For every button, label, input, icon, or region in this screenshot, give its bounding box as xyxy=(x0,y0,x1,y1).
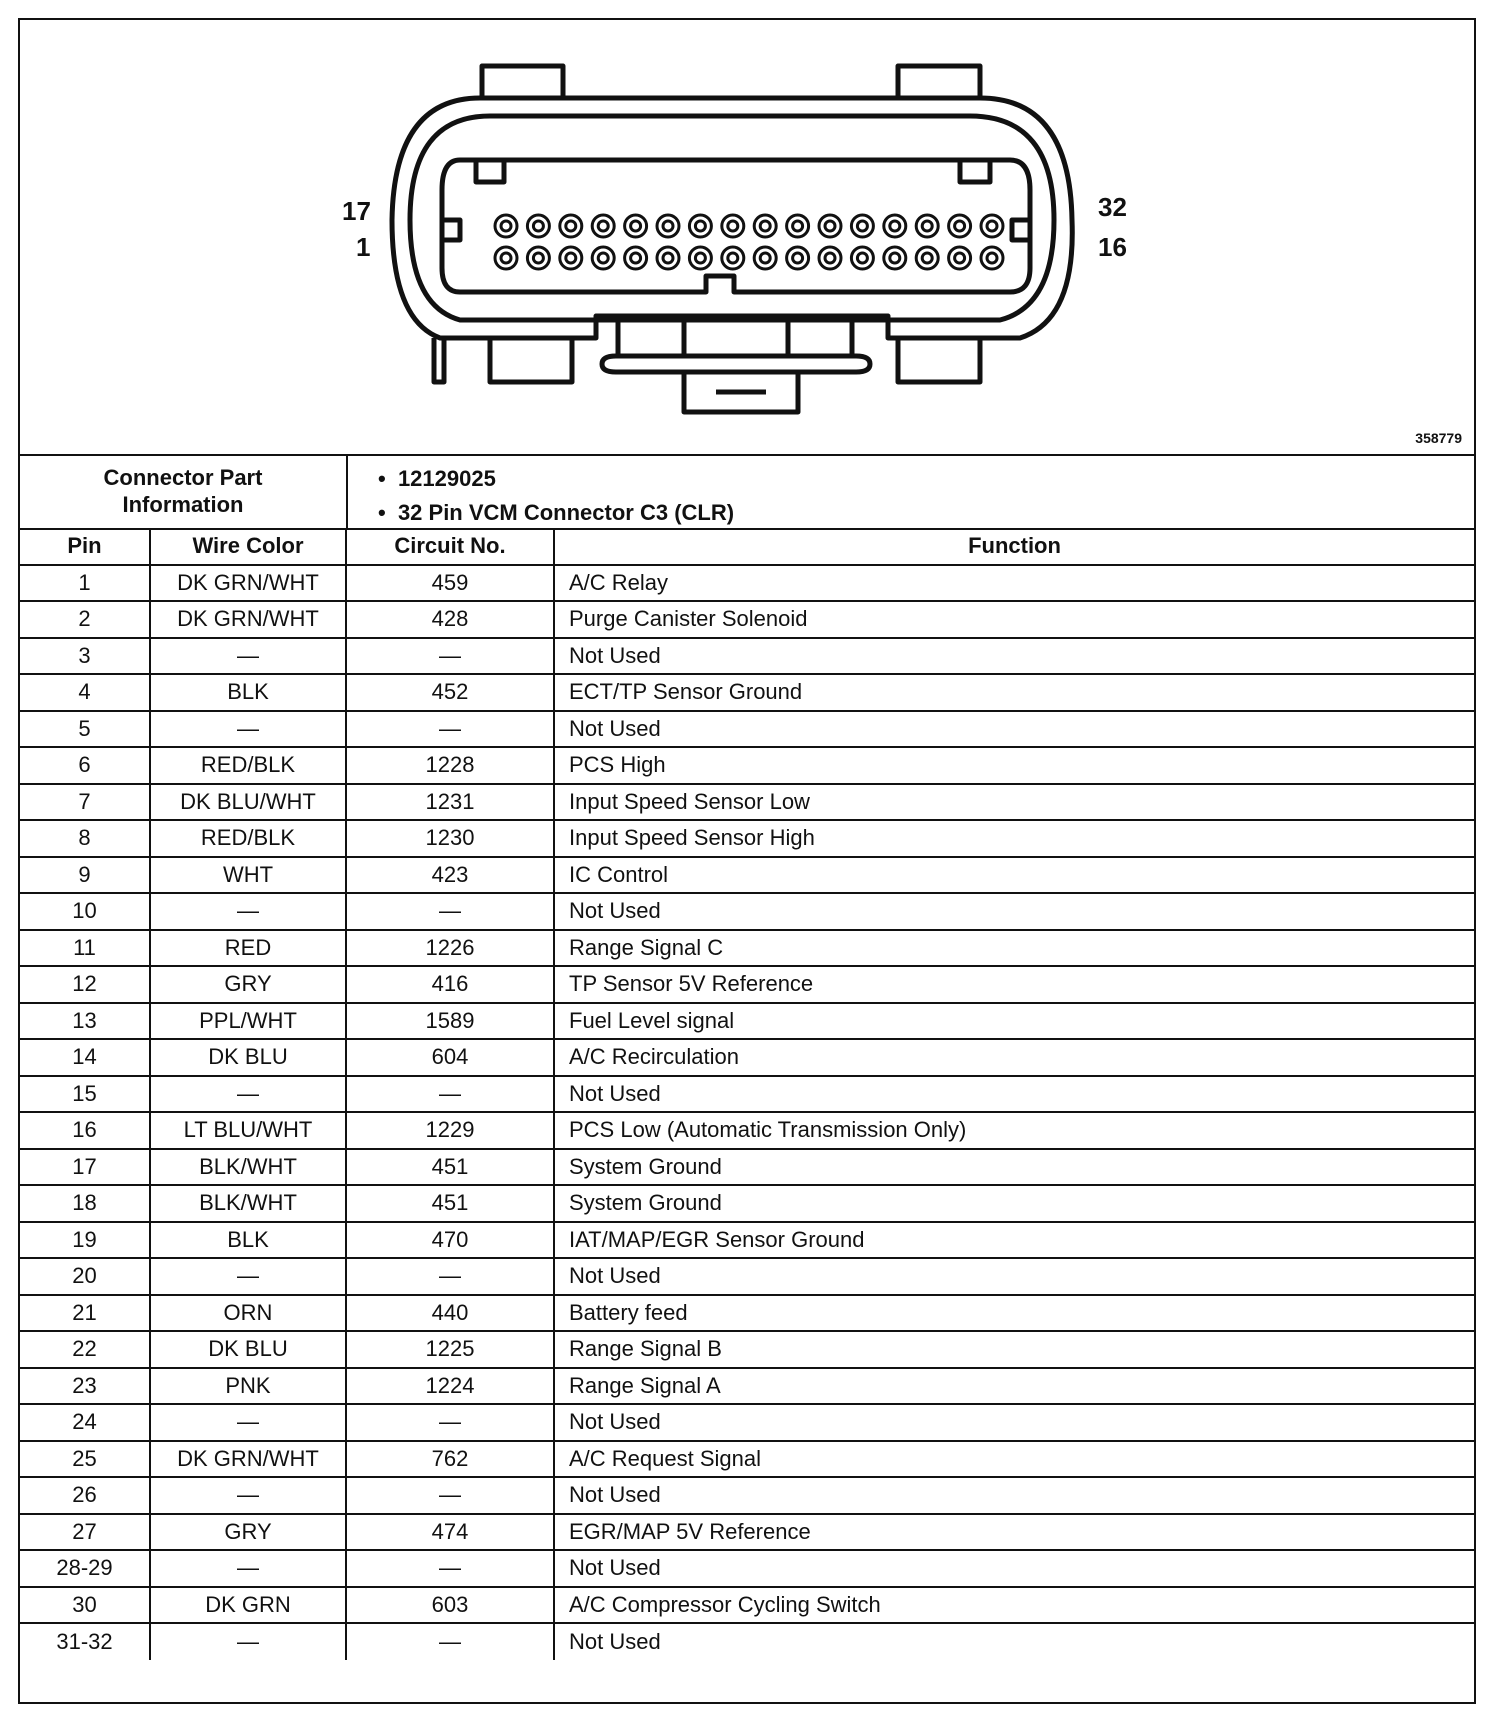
pin-cell: 11 xyxy=(20,930,150,967)
pin-cell: 19 xyxy=(20,1222,150,1259)
pin-cell: 31-32 xyxy=(20,1623,150,1660)
circuit-cell: 470 xyxy=(346,1222,554,1259)
pin-hole-center xyxy=(533,253,543,263)
table-row xyxy=(20,1331,1474,1368)
pin-cavity xyxy=(442,160,1030,292)
function-cell: Input Speed Sensor Low xyxy=(554,784,1474,821)
pin-cell: 21 xyxy=(20,1295,150,1332)
table-row xyxy=(20,1295,1474,1332)
center-lock-bar xyxy=(602,356,870,372)
pin-hole xyxy=(560,247,582,269)
wire-color-cell: — xyxy=(150,638,346,675)
pin-label-16: 16 xyxy=(1098,232,1127,262)
pin-hole xyxy=(787,247,809,269)
wire-color-cell: — xyxy=(150,711,346,748)
cavity-key-right-side xyxy=(1012,220,1030,240)
function-cell: A/C Compressor Cycling Switch xyxy=(554,1587,1474,1624)
pin-hole xyxy=(689,215,711,237)
pin-hole-center xyxy=(533,221,543,231)
table-row xyxy=(20,1404,1474,1441)
pin-label-32: 32 xyxy=(1098,192,1127,222)
connector-part-info-values xyxy=(378,462,734,530)
pin-hole xyxy=(592,215,614,237)
table-row xyxy=(20,966,1474,1003)
pin-hole xyxy=(981,247,1003,269)
wire-color-cell: BLK/WHT xyxy=(150,1149,346,1186)
pin-hole-center xyxy=(728,221,738,231)
function-cell: Not Used xyxy=(554,1258,1474,1295)
table-row xyxy=(20,1149,1474,1186)
pin-hole xyxy=(884,215,906,237)
connector-part-info-label-cell xyxy=(20,454,348,528)
circuit-cell: 1225 xyxy=(346,1331,554,1368)
table-row xyxy=(20,601,1474,638)
circuit-cell: — xyxy=(346,711,554,748)
pin-hole xyxy=(851,247,873,269)
pin-cell: 30 xyxy=(20,1587,150,1624)
pin-hole xyxy=(851,215,873,237)
pin-label-1: 1 xyxy=(356,232,371,262)
function-cell: A/C Request Signal xyxy=(554,1441,1474,1478)
pin-hole-center xyxy=(922,253,932,263)
pin-cell: 6 xyxy=(20,747,150,784)
figure-number: 358779 xyxy=(1415,430,1462,446)
table-row xyxy=(20,857,1474,894)
function-cell: TP Sensor 5V Reference xyxy=(554,966,1474,1003)
table-row xyxy=(20,930,1474,967)
pin-hole-center xyxy=(598,253,608,263)
header-circuit-no: Circuit No. xyxy=(346,528,554,565)
header-function: Function xyxy=(554,528,1474,565)
table-row xyxy=(20,820,1474,857)
pin-holes xyxy=(495,215,1003,269)
function-cell: IAT/MAP/EGR Sensor Ground xyxy=(554,1222,1474,1259)
pin-cell: 12 xyxy=(20,966,150,1003)
bottom-left-latch xyxy=(490,338,572,382)
pin-hole-center xyxy=(955,253,965,263)
pin-hole xyxy=(657,247,679,269)
function-cell: Not Used xyxy=(554,711,1474,748)
wire-color-cell: DK GRN/WHT xyxy=(150,565,346,602)
circuit-cell: 451 xyxy=(346,1149,554,1186)
pin-hole xyxy=(560,215,582,237)
pin-hole xyxy=(527,215,549,237)
wire-color-cell: — xyxy=(150,1550,346,1587)
pin-hole-center xyxy=(890,253,900,263)
header-wire-color: Wire Color xyxy=(150,528,346,565)
pin-hole xyxy=(625,215,647,237)
cavity-key-left xyxy=(476,160,504,182)
pin-hole xyxy=(884,247,906,269)
pin-cell: 20 xyxy=(20,1258,150,1295)
function-cell: IC Control xyxy=(554,857,1474,894)
circuit-cell: — xyxy=(346,638,554,675)
function-cell: Input Speed Sensor High xyxy=(554,820,1474,857)
wire-color-cell: DK GRN/WHT xyxy=(150,601,346,638)
table-row xyxy=(20,711,1474,748)
wire-color-cell: — xyxy=(150,1076,346,1113)
table-row xyxy=(20,784,1474,821)
table-row xyxy=(20,1258,1474,1295)
circuit-cell: 1226 xyxy=(346,930,554,967)
pin-hole-center xyxy=(857,253,867,263)
connector-diagram xyxy=(20,20,1474,456)
table-header-row xyxy=(20,528,1474,565)
pin-hole xyxy=(754,215,776,237)
pin-cell: 1 xyxy=(20,565,150,602)
cavity-key-right xyxy=(960,160,990,182)
pin-hole xyxy=(722,215,744,237)
connector-part-info-label: Connector Part Information xyxy=(103,465,263,517)
circuit-cell: 1228 xyxy=(346,747,554,784)
table-row xyxy=(20,1550,1474,1587)
table-row xyxy=(20,1623,1474,1660)
function-cell: Fuel Level signal xyxy=(554,1003,1474,1040)
table-row xyxy=(20,565,1474,602)
pin-cell: 10 xyxy=(20,893,150,930)
wire-color-cell: BLK/WHT xyxy=(150,1185,346,1222)
pin-cell: 2 xyxy=(20,601,150,638)
circuit-cell: — xyxy=(346,1076,554,1113)
table-row xyxy=(20,1003,1474,1040)
circuit-cell: 416 xyxy=(346,966,554,1003)
pin-hole-center xyxy=(695,253,705,263)
pin-hole-center xyxy=(890,221,900,231)
wire-color-cell: DK BLU/WHT xyxy=(150,784,346,821)
pin-hole-center xyxy=(663,253,673,263)
pin-hole-center xyxy=(695,221,705,231)
pin-hole xyxy=(949,215,971,237)
function-cell: ECT/TP Sensor Ground xyxy=(554,674,1474,711)
circuit-cell: 440 xyxy=(346,1295,554,1332)
pin-cell: 26 xyxy=(20,1477,150,1514)
function-cell: Not Used xyxy=(554,638,1474,675)
table-row xyxy=(20,638,1474,675)
pin-cell: 16 xyxy=(20,1112,150,1149)
wire-color-cell: BLK xyxy=(150,1222,346,1259)
circuit-cell: 1224 xyxy=(346,1368,554,1405)
table-row xyxy=(20,1514,1474,1551)
function-cell: PCS High xyxy=(554,747,1474,784)
pin-hole xyxy=(916,215,938,237)
table-row xyxy=(20,1477,1474,1514)
pin-hole xyxy=(722,247,744,269)
circuit-cell: 452 xyxy=(346,674,554,711)
connector-part-information-row xyxy=(20,454,1474,530)
pin-hole-center xyxy=(598,221,608,231)
pin-hole-center xyxy=(631,221,641,231)
pin-hole-center xyxy=(955,221,965,231)
circuit-cell: — xyxy=(346,1550,554,1587)
connector-sheet xyxy=(18,18,1476,1704)
pin-cell: 5 xyxy=(20,711,150,748)
pin-hole xyxy=(527,247,549,269)
function-cell: Not Used xyxy=(554,1623,1474,1660)
left-tab xyxy=(434,338,444,382)
circuit-cell: 1230 xyxy=(346,820,554,857)
pin-hole-center xyxy=(760,253,770,263)
pin-hole xyxy=(689,247,711,269)
pin-hole-center xyxy=(566,253,576,263)
function-cell: Not Used xyxy=(554,1477,1474,1514)
table-row xyxy=(20,1039,1474,1076)
circuit-cell: 459 xyxy=(346,565,554,602)
wire-color-cell: — xyxy=(150,1404,346,1441)
wire-color-cell: RED/BLK xyxy=(150,747,346,784)
circuit-cell: 1229 xyxy=(346,1112,554,1149)
wire-color-cell: RED/BLK xyxy=(150,820,346,857)
outer-housing xyxy=(392,98,1072,338)
function-cell: EGR/MAP 5V Reference xyxy=(554,1514,1474,1551)
circuit-cell: — xyxy=(346,1404,554,1441)
pin-hole-center xyxy=(631,253,641,263)
circuit-cell: 603 xyxy=(346,1587,554,1624)
pin-cell: 13 xyxy=(20,1003,150,1040)
wire-color-cell: PPL/WHT xyxy=(150,1003,346,1040)
circuit-cell: 1589 xyxy=(346,1003,554,1040)
pin-hole xyxy=(592,247,614,269)
pin-cell: 8 xyxy=(20,820,150,857)
circuit-cell: — xyxy=(346,893,554,930)
circuit-cell: 423 xyxy=(346,857,554,894)
function-cell: Not Used xyxy=(554,1076,1474,1113)
pin-hole-center xyxy=(760,221,770,231)
pin-cell: 3 xyxy=(20,638,150,675)
pin-hole-center xyxy=(793,253,803,263)
function-cell: Not Used xyxy=(554,1550,1474,1587)
wire-color-cell: — xyxy=(150,1477,346,1514)
pin-cell: 4 xyxy=(20,674,150,711)
table-row xyxy=(20,1368,1474,1405)
wire-color-cell: RED xyxy=(150,930,346,967)
pinout-rows xyxy=(20,565,1474,1660)
top-left-latch xyxy=(482,66,563,98)
pin-cell: 25 xyxy=(20,1441,150,1478)
wire-color-cell: DK BLU xyxy=(150,1039,346,1076)
pin-hole xyxy=(625,247,647,269)
pin-hole-center xyxy=(501,253,511,263)
function-cell: A/C Relay xyxy=(554,565,1474,602)
table-row xyxy=(20,1441,1474,1478)
wire-color-cell: GRY xyxy=(150,966,346,1003)
table-row xyxy=(20,1185,1474,1222)
cavity-key-left-side xyxy=(442,220,460,240)
pin-cell: 22 xyxy=(20,1331,150,1368)
top-right-latch xyxy=(898,66,980,98)
pin-hole xyxy=(495,215,517,237)
pin-cell: 15 xyxy=(20,1076,150,1113)
function-cell: Not Used xyxy=(554,1404,1474,1441)
wire-color-cell: PNK xyxy=(150,1368,346,1405)
circuit-cell: — xyxy=(346,1477,554,1514)
pin-hole xyxy=(495,247,517,269)
pin-hole-center xyxy=(825,253,835,263)
function-cell: Range Signal B xyxy=(554,1331,1474,1368)
function-cell: Range Signal C xyxy=(554,930,1474,967)
wire-color-cell: — xyxy=(150,893,346,930)
pin-hole xyxy=(819,215,841,237)
pin-cell: 9 xyxy=(20,857,150,894)
pin-cell: 17 xyxy=(20,1149,150,1186)
pin-hole xyxy=(754,247,776,269)
function-cell: Not Used xyxy=(554,893,1474,930)
pin-hole xyxy=(916,247,938,269)
pin-hole-center xyxy=(825,221,835,231)
table-row xyxy=(20,747,1474,784)
wire-color-cell: DK GRN xyxy=(150,1587,346,1624)
pinout-table xyxy=(20,528,1474,1660)
function-cell: Purge Canister Solenoid xyxy=(554,601,1474,638)
circuit-cell: 604 xyxy=(346,1039,554,1076)
pin-hole-center xyxy=(793,221,803,231)
function-cell: PCS Low (Automatic Transmission Only) xyxy=(554,1112,1474,1149)
pin-hole xyxy=(949,247,971,269)
pin-hole-center xyxy=(566,221,576,231)
pin-hole-center xyxy=(501,221,511,231)
table-row xyxy=(20,1587,1474,1624)
release-tab xyxy=(684,372,798,412)
circuit-cell: — xyxy=(346,1258,554,1295)
circuit-cell: 451 xyxy=(346,1185,554,1222)
pin-hole-center xyxy=(663,221,673,231)
header-pin: Pin xyxy=(20,528,150,565)
circuit-cell: 762 xyxy=(346,1441,554,1478)
wire-color-cell: BLK xyxy=(150,674,346,711)
function-cell: A/C Recirculation xyxy=(554,1039,1474,1076)
function-cell: Battery feed xyxy=(554,1295,1474,1332)
wire-color-cell: WHT xyxy=(150,857,346,894)
pin-cell: 23 xyxy=(20,1368,150,1405)
table-row xyxy=(20,1076,1474,1113)
pin-hole-center xyxy=(922,221,932,231)
wire-color-cell: DK GRN/WHT xyxy=(150,1441,346,1478)
pin-hole-center xyxy=(987,221,997,231)
function-cell: System Ground xyxy=(554,1185,1474,1222)
pin-hole-center xyxy=(857,221,867,231)
pin-cell: 24 xyxy=(20,1404,150,1441)
pin-hole xyxy=(657,215,679,237)
function-cell: Range Signal A xyxy=(554,1368,1474,1405)
circuit-cell: 428 xyxy=(346,601,554,638)
circuit-cell: — xyxy=(346,1623,554,1660)
pin-cell: 7 xyxy=(20,784,150,821)
wire-color-cell: LT BLU/WHT xyxy=(150,1112,346,1149)
pin-hole xyxy=(819,247,841,269)
wire-color-cell: — xyxy=(150,1258,346,1295)
wire-color-cell: — xyxy=(150,1623,346,1660)
function-cell: System Ground xyxy=(554,1149,1474,1186)
circuit-cell: 474 xyxy=(346,1514,554,1551)
bottom-right-latch xyxy=(898,338,980,382)
circuit-cell: 1231 xyxy=(346,784,554,821)
table-row xyxy=(20,1222,1474,1259)
wire-color-cell: GRY xyxy=(150,1514,346,1551)
part-number: • 12129025 xyxy=(378,462,734,496)
pin-hole xyxy=(981,215,1003,237)
table-row xyxy=(20,674,1474,711)
pin-hole xyxy=(787,215,809,237)
pin-hole-center xyxy=(728,253,738,263)
wire-color-cell: ORN xyxy=(150,1295,346,1332)
connector-face-drawing xyxy=(20,20,1474,454)
pin-cell: 28-29 xyxy=(20,1550,150,1587)
table-row xyxy=(20,1112,1474,1149)
wire-color-cell: DK BLU xyxy=(150,1331,346,1368)
pin-cell: 27 xyxy=(20,1514,150,1551)
pin-hole-center xyxy=(987,253,997,263)
table-row xyxy=(20,893,1474,930)
pin-cell: 14 xyxy=(20,1039,150,1076)
pin-label-17: 17 xyxy=(342,196,371,226)
connector-description: • 32 Pin VCM Connector C3 (CLR) xyxy=(378,496,734,530)
pin-cell: 18 xyxy=(20,1185,150,1222)
